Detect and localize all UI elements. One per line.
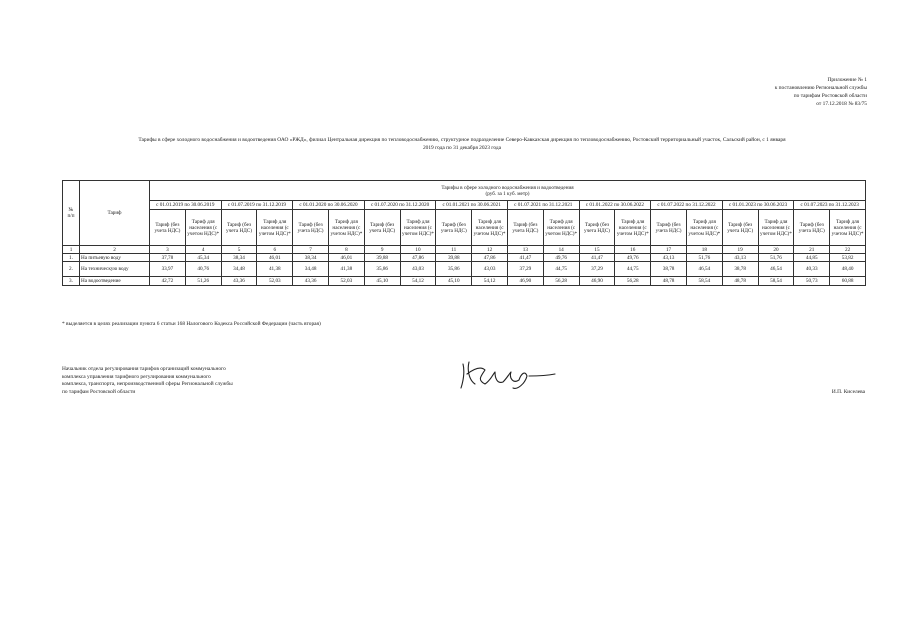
value-cell: 40,76 (185, 262, 221, 277)
header-num: № п/п (63, 181, 80, 246)
value-cell: 43,03 (400, 262, 436, 277)
signer-name: И.П. Киселева (831, 389, 865, 395)
subcol-tariff-population: Тариф для населения (с учетом НДС)* (185, 210, 221, 246)
row-num: 2. (63, 262, 80, 277)
value-cell: 46,01 (257, 254, 293, 262)
subcol-tariff-population: Тариф для населения (с учетом НДС)* (758, 210, 794, 246)
signer-line: комплекса, транспорта, непроизводственной сферы Региональной службы (62, 381, 233, 387)
header-tariff: Тариф (80, 181, 150, 246)
index-cell: 16 (615, 246, 651, 254)
period-header-row (63, 201, 866, 210)
index-cell: 4 (185, 246, 221, 254)
value-cell: 41,38 (257, 262, 293, 277)
index-cell: 3 (150, 246, 186, 254)
signer-position (62, 366, 312, 396)
title-line: 2019 года по 31 декабря 2023 года (422, 145, 502, 151)
value-cell: 39,88 (364, 254, 400, 262)
header-group (150, 181, 866, 201)
subcol-tariff-no-vat: Тариф (без учета НДС) (221, 210, 257, 246)
value-cell: 38,34 (221, 254, 257, 262)
value-cell: 40,33 (794, 262, 830, 277)
index-cell: 10 (400, 246, 436, 254)
value-cell: 43,13 (651, 254, 687, 262)
period-header: с 01.01.2022 по 30.06.2022 (579, 201, 651, 210)
value-cell: 33,97 (150, 262, 186, 277)
index-cell: 6 (257, 246, 293, 254)
value-cell: 60,88 (830, 277, 866, 286)
index-row (63, 246, 866, 254)
subcol-tariff-population: Тариф для населения (с учетом НДС)* (830, 210, 866, 246)
value-cell: 48,78 (651, 277, 687, 286)
index-cell: 1 (63, 246, 80, 254)
value-cell: 58,54 (758, 277, 794, 286)
value-cell: 47,86 (400, 254, 436, 262)
period-header: с 01.07.2021 по 31.12.2021 (507, 201, 579, 210)
value-cell: 38,34 (293, 254, 329, 262)
value-cell: 45,34 (185, 254, 221, 262)
subcol-header-row (63, 210, 866, 246)
header-group-line: (руб. за 1 куб. метр) (485, 190, 530, 197)
table-row (63, 254, 866, 262)
value-cell: 47,86 (472, 254, 508, 262)
value-cell: 54,12 (400, 277, 436, 286)
value-cell: 37,29 (507, 262, 543, 277)
period-header: с 01.01.2019 по 30.06.2019 (150, 201, 222, 210)
value-cell: 35,86 (436, 262, 472, 277)
index-cell: 19 (722, 246, 758, 254)
index-cell: 12 (472, 246, 508, 254)
value-cell: 45,10 (436, 277, 472, 286)
signer-line: по тарифам Ростовской области (62, 388, 136, 395)
value-cell: 41,38 (328, 262, 364, 277)
subcol-tariff-population: Тариф для населения (с учетом НДС)* (543, 210, 579, 246)
index-cell: 14 (543, 246, 579, 254)
index-cell: 5 (221, 246, 257, 254)
row-name: На питьевую воду (80, 254, 150, 262)
signer-line: комплекса управления тарифного регулирования коммунального (62, 373, 211, 380)
value-cell: 42,72 (150, 277, 186, 286)
value-cell: 43,13 (722, 254, 758, 262)
value-cell: 38,78 (722, 262, 758, 277)
appendix-header (667, 76, 867, 108)
value-cell: 41,47 (579, 254, 615, 262)
subcol-tariff-no-vat: Тариф (без учета НДС) (794, 210, 830, 246)
index-cell: 21 (794, 246, 830, 254)
value-cell: 56,28 (543, 277, 579, 286)
table-row (63, 277, 866, 286)
index-cell: 17 (651, 246, 687, 254)
subcol-tariff-no-vat: Тариф (без учета НДС) (150, 210, 186, 246)
value-cell: 38,78 (651, 262, 687, 277)
value-cell: 52,03 (257, 277, 293, 286)
subcol-tariff-population: Тариф для населения (с учетом НДС)* (328, 210, 364, 246)
signature-image (455, 354, 565, 394)
subcol-tariff-population: Тариф для населения (с учетом НДС)* (686, 210, 722, 246)
period-header: с 01.07.2020 по 31.12.2020 (364, 201, 436, 210)
index-cell: 20 (758, 246, 794, 254)
value-cell: 51,76 (758, 254, 794, 262)
value-cell: 51,76 (686, 254, 722, 262)
value-cell: 43,03 (472, 262, 508, 277)
value-cell: 48,40 (830, 262, 866, 277)
period-header: с 01.01.2023 по 30.06.2023 (722, 201, 794, 210)
value-cell: 43,36 (221, 277, 257, 286)
value-cell: 34,48 (293, 262, 329, 277)
value-cell: 43,36 (293, 277, 329, 286)
index-cell: 7 (293, 246, 329, 254)
value-cell: 53,82 (830, 254, 866, 262)
value-cell: 58,54 (686, 277, 722, 286)
appendix-line: по тарифам Ростовской области (793, 93, 867, 99)
document-title (62, 136, 862, 152)
index-cell: 2 (80, 246, 150, 254)
value-cell: 39,88 (436, 254, 472, 262)
value-cell: 46,01 (328, 254, 364, 262)
subcol-tariff-no-vat: Тариф (без учета НДС) (436, 210, 472, 246)
tariff-table (62, 180, 866, 286)
value-cell: 37,78 (150, 254, 186, 262)
period-header: с 01.01.2020 по 30.06.2020 (293, 201, 365, 210)
subcol-tariff-no-vat: Тариф (без учета НДС) (651, 210, 687, 246)
row-name: На водоотведение (80, 277, 150, 286)
appendix-line: Приложение № 1 (827, 77, 867, 83)
value-cell: 37,29 (579, 262, 615, 277)
subcol-tariff-no-vat: Тариф (без учета НДС) (364, 210, 400, 246)
index-cell: 11 (436, 246, 472, 254)
index-cell: 9 (364, 246, 400, 254)
row-num: 3. (63, 277, 80, 286)
table-row (63, 262, 866, 277)
row-name: На техническую воду (80, 262, 150, 277)
value-cell: 46,90 (507, 277, 543, 286)
subcol-tariff-population: Тариф для населения (с учетом НДС)* (257, 210, 293, 246)
value-cell: 50,73 (794, 277, 830, 286)
value-cell: 46,90 (579, 277, 615, 286)
header-group-line: Тарифы в сфере холодного водоснабжения и водоотведения (441, 184, 574, 191)
title-line: Тарифы в сфере холодного водоснабжения и водоотведения ОАО «РЖД», филиал Центральная дирекция по тепловодоснабжению, структурное подразделение Северо-Кавказская дирекция по тепловодоснабжению, Ростовский территориальный участок, Сальский район, с 1 января (138, 137, 786, 143)
period-header: с 01.01.2021 по 30.06.2021 (436, 201, 508, 210)
subcol-tariff-population: Тариф для населения (с учетом НДС)* (615, 210, 651, 246)
value-cell: 46,54 (686, 262, 722, 277)
appendix-line: к постановлению Региональной службы (774, 85, 867, 91)
index-cell: 18 (686, 246, 722, 254)
subcol-tariff-no-vat: Тариф (без учета НДС) (579, 210, 615, 246)
value-cell: 34,48 (221, 262, 257, 277)
index-cell: 22 (830, 246, 866, 254)
value-cell: 44,75 (543, 262, 579, 277)
subcol-tariff-population: Тариф для населения (с учетом НДС)* (472, 210, 508, 246)
value-cell: 56,28 (615, 277, 651, 286)
value-cell: 49,76 (543, 254, 579, 262)
value-cell: 45,10 (364, 277, 400, 286)
index-cell: 15 (579, 246, 615, 254)
subcol-tariff-no-vat: Тариф (без учета НДС) (293, 210, 329, 246)
value-cell: 44,85 (794, 254, 830, 262)
value-cell: 35,86 (364, 262, 400, 277)
value-cell: 51,26 (185, 277, 221, 286)
row-num: 1. (63, 254, 80, 262)
period-header: с 01.07.2023 по 31.12.2023 (794, 201, 866, 210)
value-cell: 41,47 (507, 254, 543, 262)
value-cell: 49,76 (615, 254, 651, 262)
appendix-line: от 17.12.2018 № 83/75 (816, 101, 867, 107)
subcol-tariff-no-vat: Тариф (без учета НДС) (722, 210, 758, 246)
period-header: с 01.07.2022 по 31.12.2022 (651, 201, 723, 210)
footnote: * выделяется в целях реализации пункта 6 статьи 168 Налогового Кодекса Российской Федерации (часть вторая) (62, 321, 321, 327)
value-cell: 44,75 (615, 262, 651, 277)
period-header: с 01.07.2019 по 31.12.2019 (221, 201, 293, 210)
signer-line: Начальник отдела регулирования тарифов организаций коммунального (62, 366, 226, 372)
value-cell: 48,78 (722, 277, 758, 286)
index-cell: 8 (328, 246, 364, 254)
value-cell: 46,54 (758, 262, 794, 277)
subcol-tariff-no-vat: Тариф (без учета НДС) (507, 210, 543, 246)
index-cell: 13 (507, 246, 543, 254)
subcol-tariff-population: Тариф для населения (с учетом НДС)* (400, 210, 436, 246)
value-cell: 52,03 (328, 277, 364, 286)
value-cell: 54,12 (472, 277, 508, 286)
